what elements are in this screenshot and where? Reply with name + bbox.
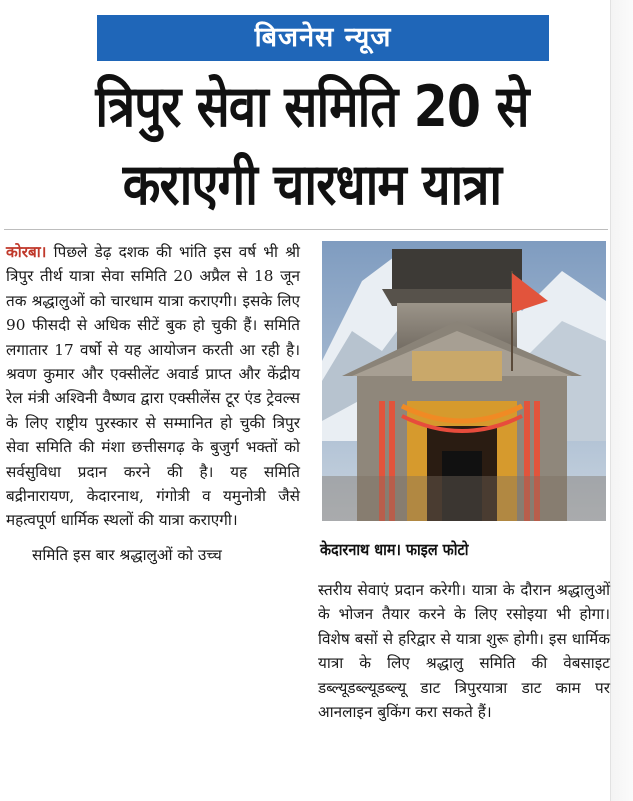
paragraph-1-text: पिछले डेढ़ दशक की भांति इस वर्ष भी श्री त्रिपुर तीर्थ यात्रा सेवा समिति 20 अप्रैल से 18 जून तक श्रद्धालुओं को चारधाम यात्रा कराएगी। इसके लिए 90 फीसदी से अधिक सीटें बुक हो चुकी हैं। समिति लगातार 17 वर्षो से यह आयोजन करती आ रही है। श्रवण कुमार और एक्सीलेंट अवार्ड प्राप्त और केंद्रीय रेल मंत्री अश्विनी वैष्णव द्वारा एक्सीलेंस टूर एंड ट्रेवल्स के लिए राष्ट्रीय पुरस्कार से सम्मानित हो चुकी त्रिपुर सेवा समिति की मंशा छत्तीसगढ़ के बुजुर्ग भक्तों को सर्वसुविधा प्रदान करने की है। यह समिति बद्रीनारायण, केदारनाथ, गंगोत्री व यमुनोत्री जैसे महत्वपूर्ण धार्मिक स्थलों की यात्रा कराएगी। bbox=[6, 243, 300, 530]
kedarnath-temple-illustration bbox=[322, 241, 606, 521]
section-banner: बिजनेस न्यूज bbox=[97, 15, 549, 61]
article-column-left bbox=[6, 240, 300, 567]
photo-caption: केदारनाथ धाम। फाइल फोटो bbox=[320, 540, 469, 559]
article-paragraph-2: समिति इस बार श्रद्धालुओं को उच्च bbox=[32, 545, 222, 564]
temple-photo bbox=[322, 241, 606, 521]
article-paragraph-3: स्तरीय सेवाएं प्रदान करेगी। यात्रा के दौरान श्रद्धालुओं के भोजन तैयार करने के लिए रसोइया भी होगा। विशेष बसों से हरिद्वार से यात्रा शुरू होगी। इस धार्मिक यात्रा के लिए श्रद्धालु समिति की वेबसाइट डब्ल्यूडब्ल्यूडब्ल्यू डाट त्रिपुरयात्रा डाट काम पर आनलाइन बुकिंग करा सकते हैं। bbox=[318, 581, 610, 722]
article-paragraph-1 bbox=[6, 240, 300, 533]
article-headline bbox=[56, 68, 569, 224]
dateline: कोरबा। bbox=[6, 243, 47, 261]
page-edge bbox=[610, 0, 633, 801]
headline-line-1: त्रिपुर सेवा समिति 20 से bbox=[95, 74, 529, 140]
headline-line-2: कराएगी चारधाम यात्रा bbox=[122, 152, 502, 218]
article-column-right bbox=[318, 578, 610, 724]
divider bbox=[4, 229, 608, 230]
